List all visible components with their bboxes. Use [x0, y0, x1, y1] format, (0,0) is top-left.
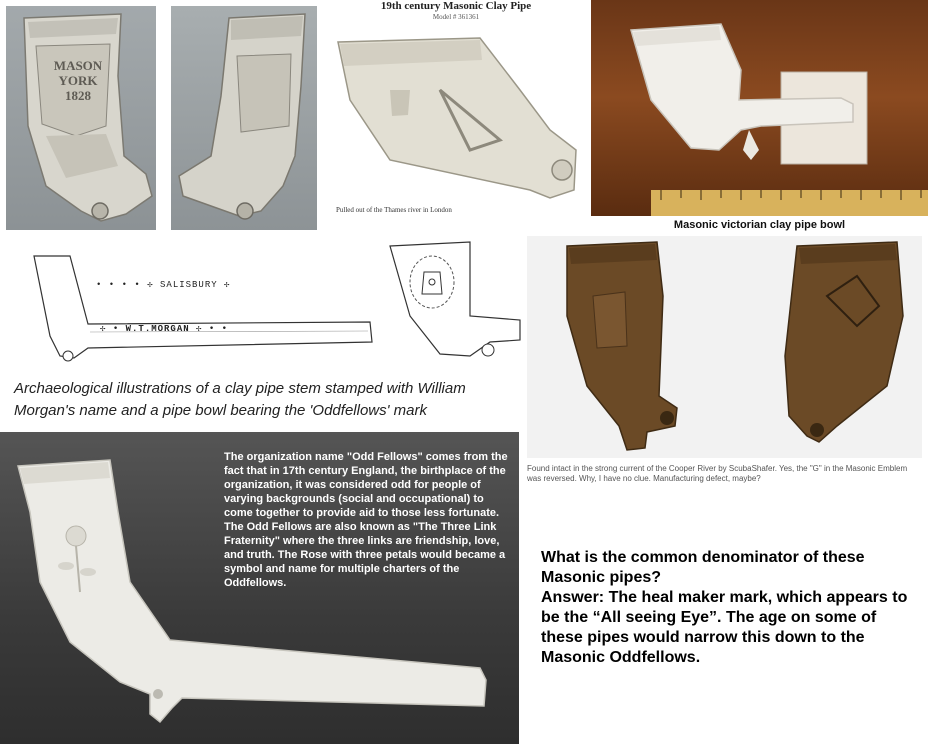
question-text: What is the common denominator of these Masonic pipes? [541, 549, 865, 586]
stamp-line-3: 1828 [65, 88, 91, 103]
cooper-caption: Found intact in the strong current of the Cooper River by ScubaShafer. Yes, the "G" in the Masonic Emblem was reversed. Why, I have no clue. Manufacturing defect, maybe? [527, 464, 908, 483]
victorian-caption: Masonic victorian clay pipe bowl [673, 219, 846, 231]
stamp-morgan: ✢ • W.T.MORGAN ✢ • • [100, 324, 229, 334]
stamp-line-1: MASON [53, 58, 103, 73]
photo-oddfellows-pipe [0, 432, 519, 744]
photo-thames-pipe [330, 0, 582, 230]
stamp-salisbury: • • • • ✢ SALISBURY ✢ [96, 280, 231, 290]
stamp-line-2: YORK [58, 73, 98, 88]
thames-caption: Pulled out of the Thames river in London [336, 206, 452, 214]
stamp-top-text: SALISBURY [160, 280, 218, 290]
illustration-panel [0, 236, 524, 432]
photo-mason-york-front [6, 6, 156, 230]
photo-cooper-river-pipes [527, 236, 922, 458]
illustration-caption: Archaeological illustrations of a clay pipe stem stamped with William Morgan's name and a pipe bowl bearing the 'Oddfellows' mark [14, 380, 466, 419]
photo-mason-york-side [171, 6, 317, 230]
stamp-stem-text: W.T.MORGAN [125, 324, 190, 334]
thames-title: 19th century Masonic Clay Pipe [380, 0, 532, 12]
oddfellows-text: The organization name "Odd Fellows" comes from the fact that in 17th century England, the birthplace of the organization, it was considered odd for people of varying backgrounds (social and occupational) to come together to provide aid to those less fortunate. The Odd Fellows are also known as "The Three Link Fraternity" where the three links are friendship, love, and truth. The Rose with three petals would became a symbol and name for multiple charters of the Oddfellows. [224, 451, 508, 589]
answer-text: Answer: The heal maker mark, which appears to be the “All seeing Eye”. The age on some of these pipes would narrow this down to the Masonic Oddfellows. [541, 589, 908, 666]
thames-model: Model # 361361 [432, 13, 480, 21]
question-block [541, 548, 921, 668]
photo-victorian-pipe [591, 0, 928, 216]
